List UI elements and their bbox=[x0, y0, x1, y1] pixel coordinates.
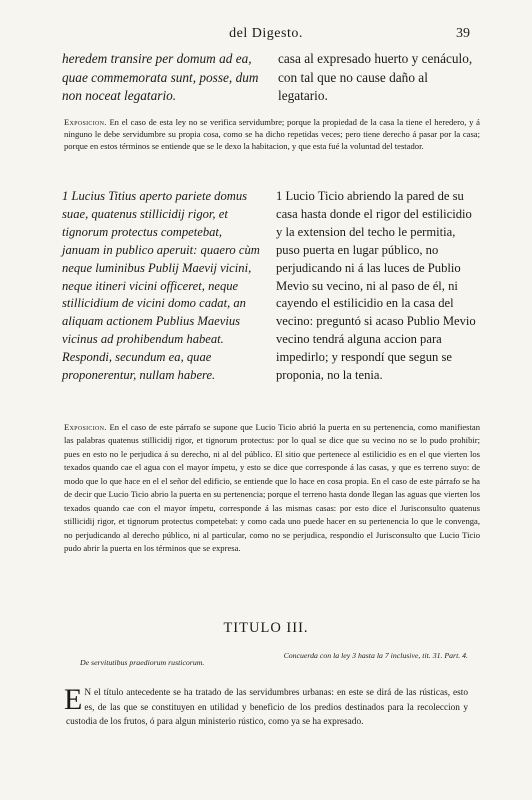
note-lead: Exposicion. bbox=[64, 117, 107, 127]
closing-text: N el título antecedente se ha tratado de las servidumbres urbanas: en este se dirá de las rústicas, esto es, de las que se constituyen en utilidad y beneficio de los predios destinados para la recoleccion y custodia de los frutos, ó para algun ministerio rústico, como ya se ha expresado. bbox=[66, 688, 468, 728]
section-1 bbox=[62, 188, 480, 385]
note-text: En el caso de esta ley no se verifica servidumbre; porque la propiedad de la casa la tiene el heredero, y á ninguno le debe servidumbre su propia cosa, como se ha dicho repetidas veces; pero tiene derecho á pasar por la casa; porque en estos términos se entiende que se le dexo la habitacion, y que esta fué la voluntad del testador. bbox=[64, 117, 480, 152]
top-spanish-column: casa al expresado huerto y cenáculo, con tal que no cause daño al legatario. bbox=[278, 51, 473, 104]
note-lead: Exposicion. bbox=[64, 422, 107, 432]
running-title: del Digesto. bbox=[229, 26, 303, 41]
section-1-latin-column: 1 Lucius Titius aperto pariete domus suae, quatenus stillicidij rigor, et tignorum protectus competebat, januam in publico aperuit: quaero cùm neque luminibus Publij Maevij vicini, neque itineri vicini officeret, neque stillicidium de vicini domo cadat, an aliquam actionem Publius Maevius vicinus ad prohibendum habeat. Respondi, secundum ea, quae proponerentur, nullam habere. bbox=[62, 189, 260, 383]
note-text: En el caso de este párrafo se supone que Lucio Ticio abrió la puerta en su pertenencia, como manifiestan las palabras quatenus stillicidij rigor, et tignorum protectus: por lo qual se dice que su vecino no se lo pudo prohibir; pues en esto no le perjudica á su derecho, ni al del público. El sitio que pertenece al estilicidio es en el que vierten los texados quando cae el agua con el mayor ímpetu, y esto se dice que corresponde á las casas, y que es terreno suyo: de modo que lo que hace en el el señor del edificio, se entiende que lo hace en cosa propia. En el caso de este párrafo se ha de decir que Lucio Ticio abrio la puerta en su pertenencia; porque el terreno hasta donde llegan las aguas que vierten los texados quando cae con el mayor ímpetu, corresponde á las mismas casas: por esto dice el Jurisconsulto quatenus stillicidij rigor, et tignorum protectus competebat: y como cada uno puede hacer en su pertenencia lo que le convenga, no perjudicando al derecho público, ni al particular, como no se perjudica, respondio el Jurisconsulto que Lucio Ticio pudo abrir la puerta en los términos que se expresa. bbox=[64, 422, 480, 554]
titulo-subtitle-right: Concuerda con la ley 3 hasta la 7 inclusive, tit. 31. Part. 4. bbox=[283, 651, 468, 660]
drop-cap: E bbox=[64, 683, 83, 716]
page-number: 39 bbox=[456, 26, 470, 41]
running-head bbox=[0, 26, 532, 44]
exposicion-note-1 bbox=[64, 116, 480, 152]
titulo-subtitle-left: De servitutibus praediorum rusticorum. bbox=[80, 658, 205, 667]
top-latin-column: heredem transire per domum ad ea, quae commemorata sunt, posse, dum non noceat legatario. bbox=[62, 51, 259, 104]
section-1-spanish-column: 1 Lucio Ticio abriendo la pared de su casa hasta donde el rigor del estilicidio y la extension del techo le permitia, puso puerta en lugar público, no perjudicando ni á las luces de Publio Mevio su vecino, ni al paso de él, ni cayendo el estilicidio en la casa del vecino: preguntó si acaso Publio Mevio vecino tendrá alguna accion para impedirlo; y respondí que segun se proponia, no la tenia. bbox=[276, 189, 476, 383]
top-section bbox=[62, 50, 480, 106]
exposicion-note-2 bbox=[64, 421, 480, 556]
titulo-heading: TITULO III. bbox=[223, 620, 309, 636]
closing-paragraph bbox=[64, 683, 468, 730]
